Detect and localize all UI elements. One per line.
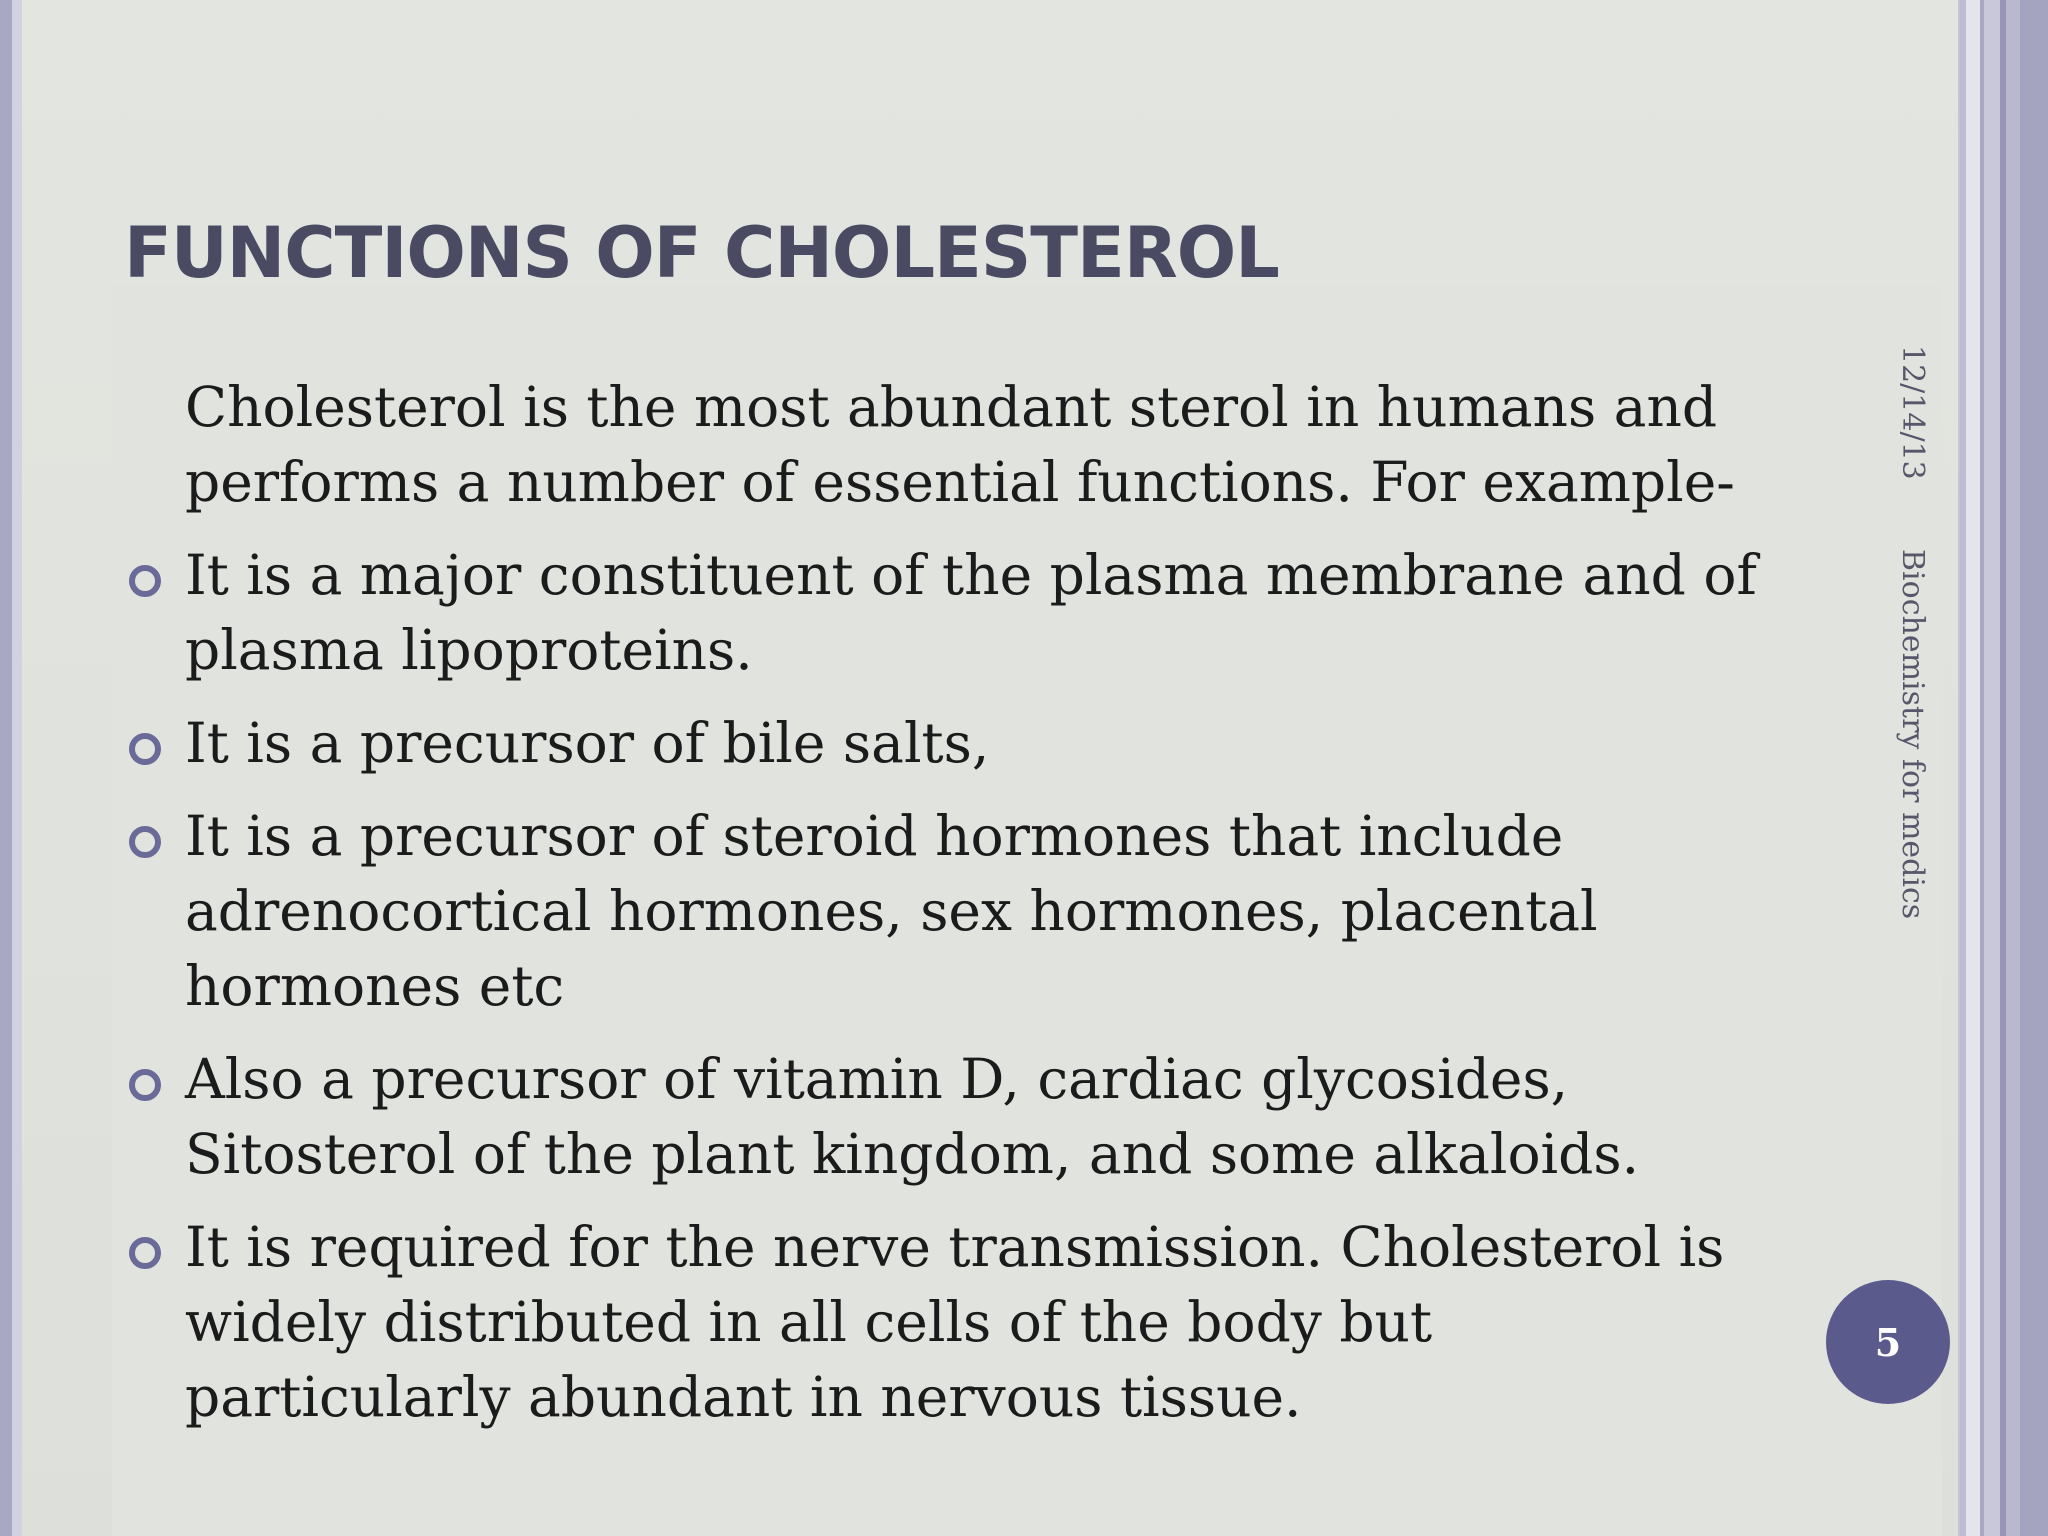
- bullet-text: It is a major constituent of the plasma membrane and of plasma lipoproteins.: [185, 543, 1757, 682]
- right-band-line: [2020, 0, 2048, 1536]
- bullet-text: It is a precursor of steroid hormones that include adrenocortical hormones, sex hormones, placental hormones etc: [185, 804, 1598, 1018]
- bullet-text: Also a precursor of vitamin D, cardiac glycosides, Sitosterol of the plant kingdom, and some alkaloids.: [185, 1047, 1640, 1186]
- vertical-footer: [1890, 345, 1930, 919]
- intro-paragraph: [124, 370, 1764, 520]
- body-content: [124, 370, 1764, 1453]
- list-item: [124, 1210, 1764, 1435]
- bullet-text: It is required for the nerve transmission. Cholesterol is widely distributed in all cells of the body but particularly abundant in nervous tissue.: [185, 1215, 1725, 1429]
- list-item: [124, 538, 1764, 688]
- left-edge-stripe-light: [12, 0, 22, 1536]
- left-edge-stripe: [0, 0, 12, 1536]
- list-item: [124, 706, 1764, 781]
- footer-text: Biochemistry for medics: [1895, 548, 1930, 919]
- hollow-circle-bullet-icon: [129, 1237, 161, 1269]
- right-band-line: [1984, 0, 2000, 1536]
- bullet-text: It is a precursor of bile salts,: [185, 711, 990, 775]
- hollow-circle-bullet-icon: [129, 826, 161, 858]
- hollow-circle-bullet-icon: [129, 1069, 161, 1101]
- intro-text: Cholesterol is the most abundant sterol in humans and performs a number of essential functions. For example-: [185, 375, 1735, 514]
- page-number-badge: [1826, 1280, 1950, 1404]
- list-item: [124, 1042, 1764, 1192]
- right-band-line: [2006, 0, 2020, 1536]
- hollow-circle-bullet-icon: [129, 565, 161, 597]
- slide-title: FUNCTIONS OF CHOLESTEROL: [124, 212, 1279, 294]
- list-item: [124, 799, 1764, 1024]
- right-band-line: [1966, 0, 1980, 1536]
- slide-date: 12/14/13: [1895, 345, 1930, 480]
- page-number: 5: [1874, 1319, 1902, 1365]
- hollow-circle-bullet-icon: [129, 733, 161, 765]
